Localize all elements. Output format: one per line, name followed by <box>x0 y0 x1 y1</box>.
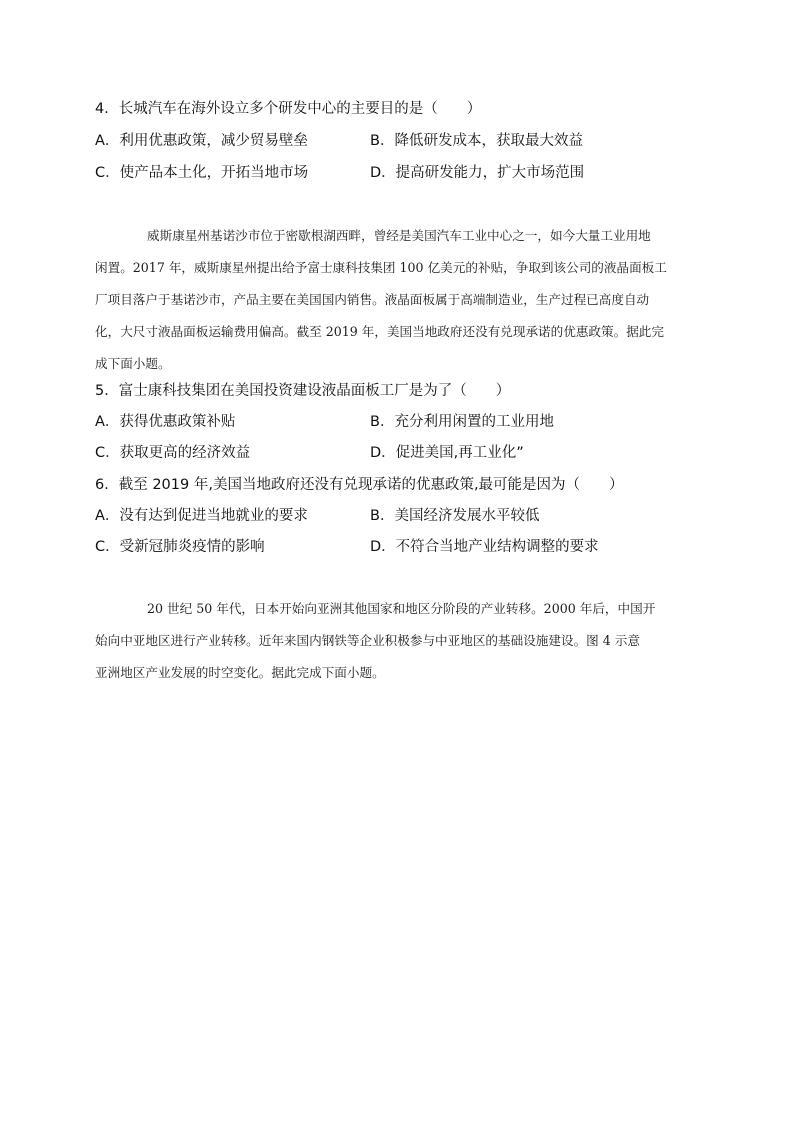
question-5-option-d: D．促进美国,再工业化” <box>370 445 524 461</box>
question-4-option-d: D．提高研发能力，扩大市场范围 <box>370 165 585 181</box>
reading-passage-1 <box>95 227 697 371</box>
question-6-stem: 6．截至 2019 年,美国当地政府还没有兑现承诺的优惠政策,最可能是因为（ ） <box>95 477 624 493</box>
question-5-option-c: C．获取更高的经济效益 <box>95 445 251 461</box>
question-6-option-b: B．美国经济发展水平较低 <box>370 508 540 524</box>
passage-1-line: 威斯康星州基诺沙市位于密歇根湖西畔，曾经是美国汽车工业中心之一，如今大量工业用地 <box>147 228 651 243</box>
passage-1-line: 闲置。2017 年，威斯康星州提出给予富士康科技集团 100 亿美元的补贴，争取到该公司的液晶面板工 <box>95 260 667 275</box>
question-4-option-c: C．使产品本土化，开拓当地市场 <box>95 165 309 181</box>
question-5-option-a: A．获得优惠政策补贴 <box>95 414 236 430</box>
question-4-option-a: A．利用优惠政策，减少贸易壁垒 <box>95 133 308 149</box>
passage-1-line: 成下面小题。 <box>95 356 171 371</box>
question-6-option-c: C．受新冠肺炎疫情的影响 <box>95 539 265 555</box>
passage-2-line: 20 世纪 50 年代，日本开始向亚洲其他国家和地区分阶段的产业转移。2000 年后，中国开 <box>147 601 656 616</box>
passage-1-line: 化，大尺寸液晶面板运输费用偏高。截至 2019 年，美国当地政府还没有兑现承诺的优惠政策。据此完 <box>95 324 664 339</box>
passage-1-line: 厂项目落户于基诺沙市，产品主要在美国国内销售。液晶面板属于高端制造业，生产过程已高度自动 <box>95 292 650 307</box>
question-4-option-b: B．降低研发成本，获取最大效益 <box>370 133 583 149</box>
question-6-option-d: D．不符合当地产业结构调整的要求 <box>370 539 599 555</box>
passage-2-line: 亚洲地区产业发展的时空变化。据此完成下面小题。 <box>95 665 385 680</box>
question-5-option-b: B．充分利用闲置的工业用地 <box>370 414 554 430</box>
question-6-option-a: A．没有达到促进当地就业的要求 <box>95 508 308 524</box>
passage-2-line: 始向中亚地区进行产业转移。近年来国内钢铁等企业积极参与中亚地区的基础设施建设。图 4 示意 <box>95 633 640 648</box>
question-5-stem: 5．富士康科技集团在美国投资建设液晶面板工厂是为了（ ） <box>95 383 511 399</box>
reading-passage-2 <box>95 600 697 680</box>
question-4-stem: 4．长城汽车在海外设立多个研发中心的主要目的是（ ） <box>95 101 482 117</box>
